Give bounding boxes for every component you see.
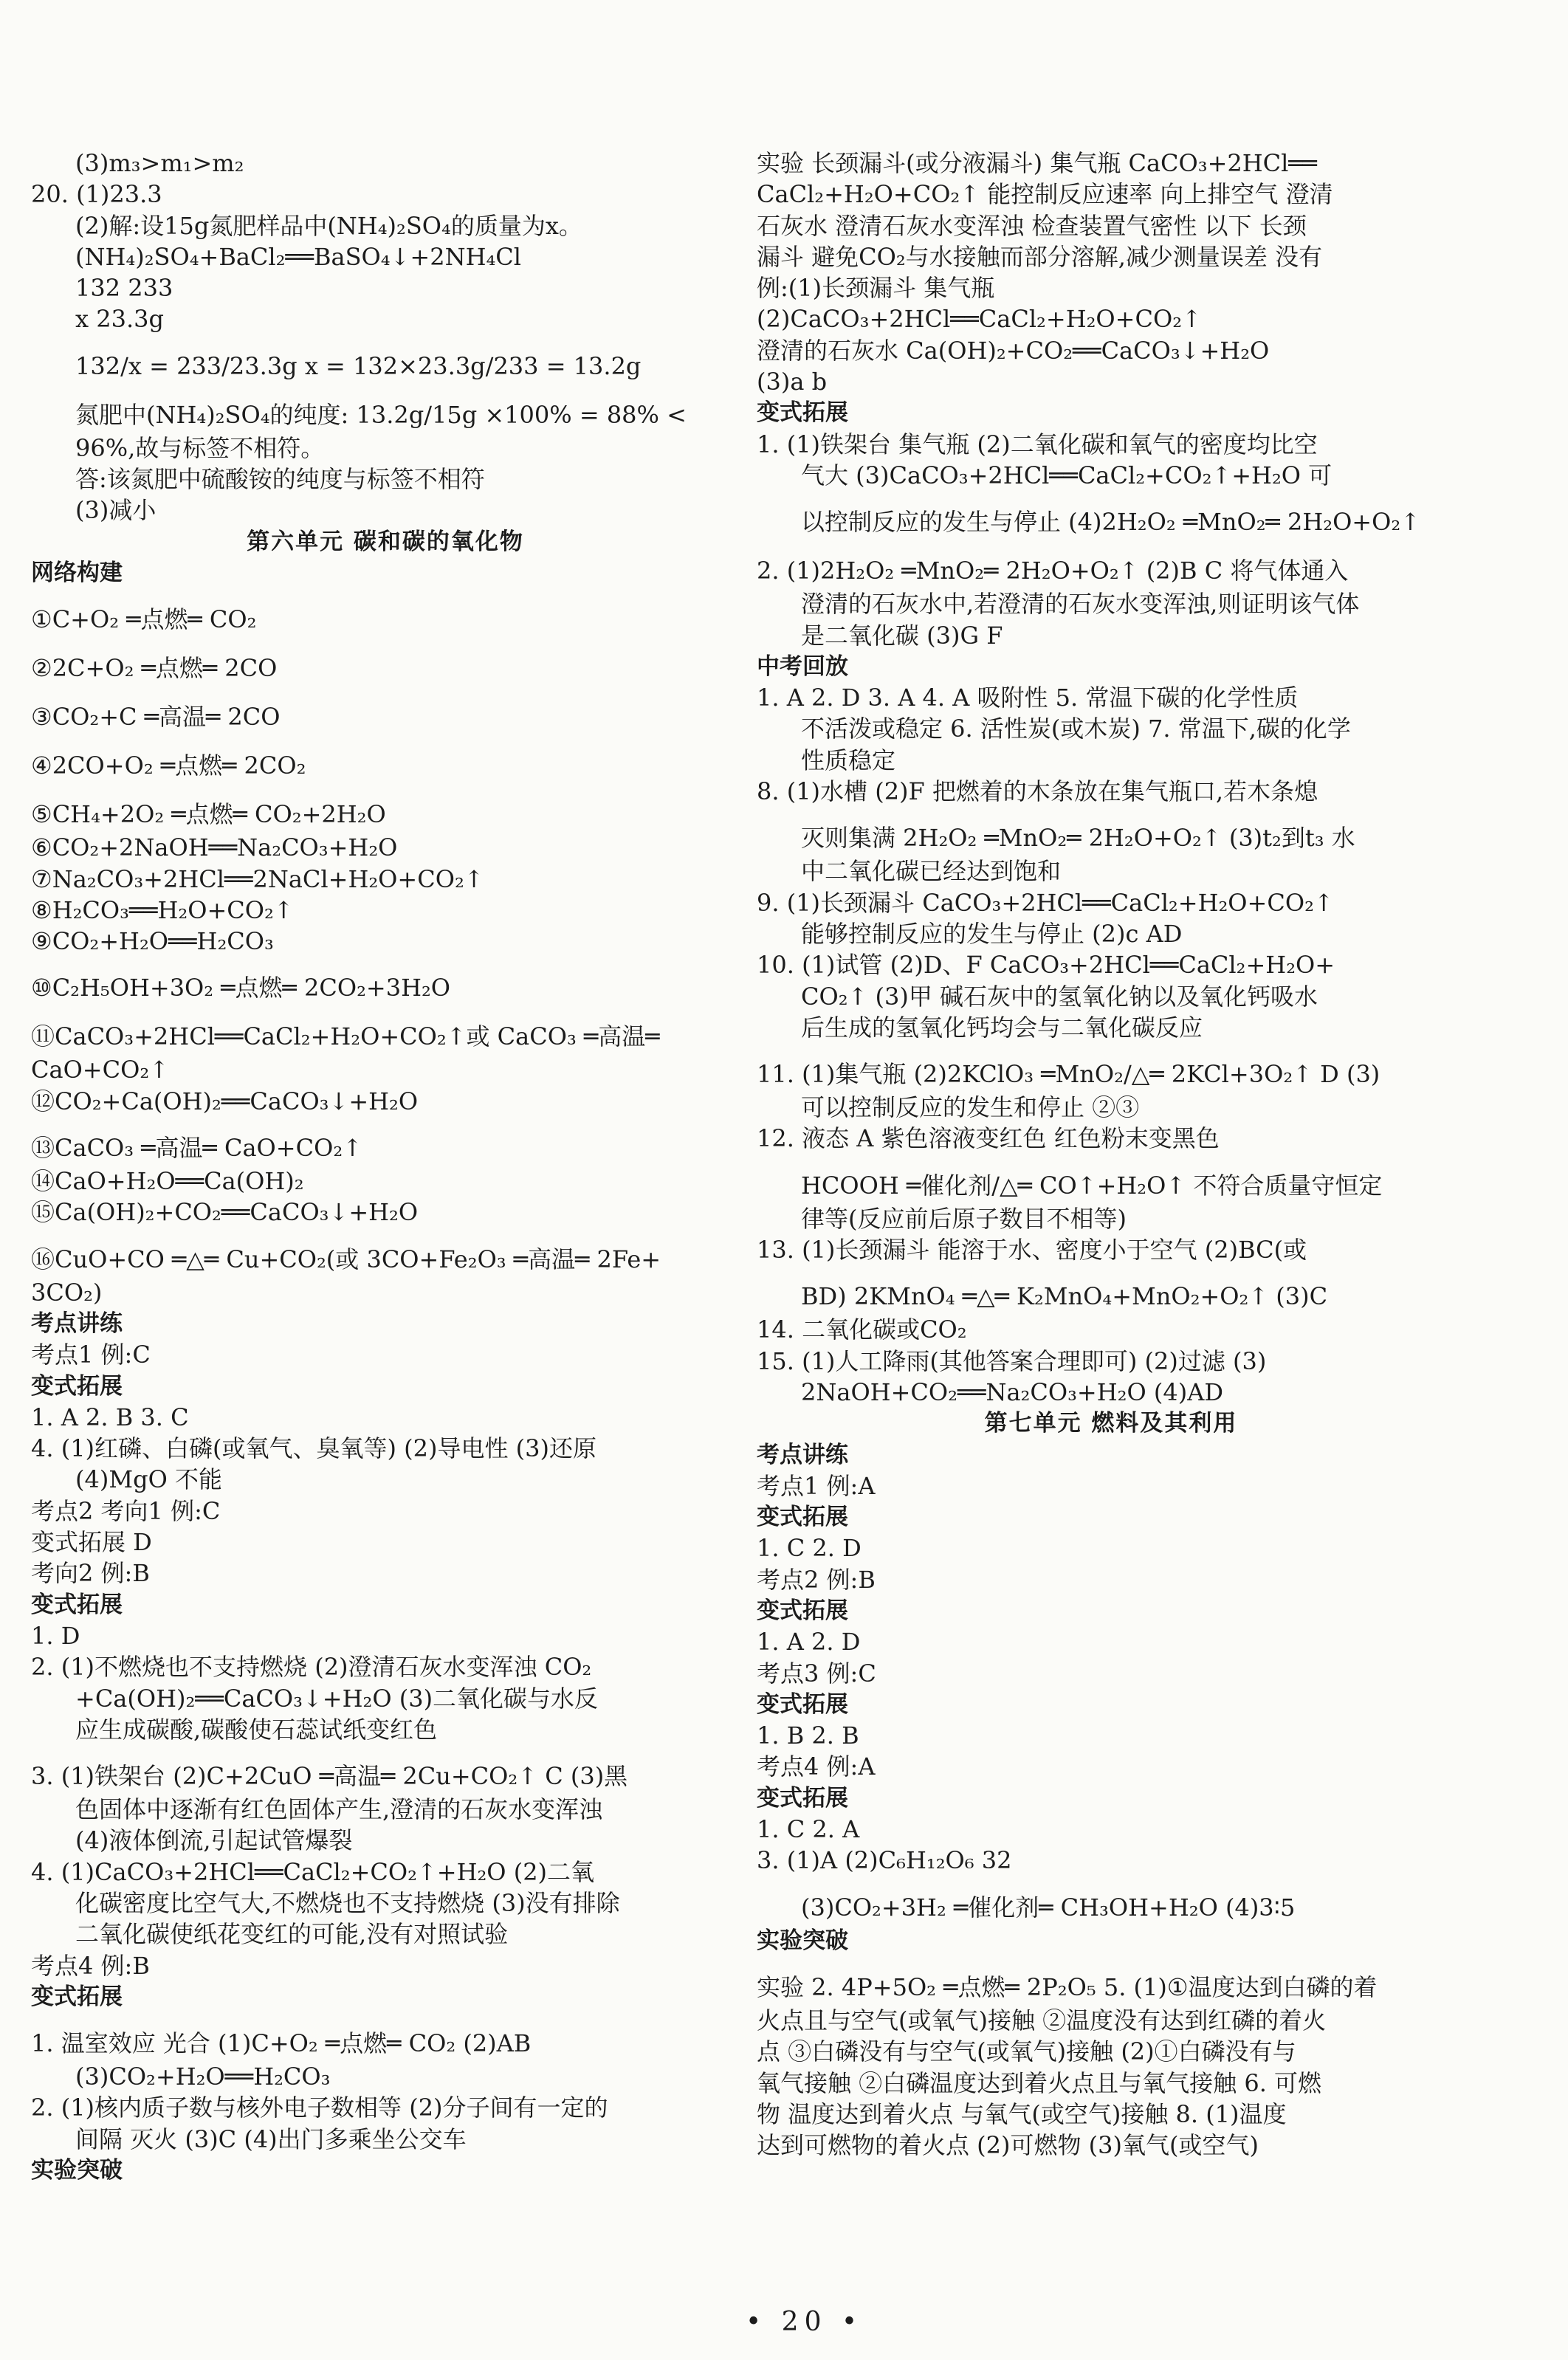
right-line: 变式拓展 <box>757 1504 848 1531</box>
left-line: 第六单元 碳和碳的氧化物 <box>247 528 524 555</box>
left-line: 2. (1)不燃烧也不支持燃烧 (2)澄清石灰水变浑浊 CO₂ <box>31 1653 592 1682</box>
left-line: CaO+CO₂↑ <box>31 1056 169 1084</box>
left-line: 考向2 例:B <box>31 1559 150 1588</box>
left-line: (NH₄)₂SO₄+BaCl₂══BaSO₄↓+2NH₄Cl <box>75 242 522 271</box>
right-line: 点 ③白磷没有与空气(或氧气)接触 (2)①白磷没有与 <box>757 2037 1296 2066</box>
right-line: CaCl₂+H₂O+CO₂↑ 能控制反应速率 向上排空气 澄清 <box>757 180 1333 209</box>
left-line: ⑭CaO+H₂O══Ca(OH)₂ <box>31 1167 304 1196</box>
right-line: 气大 (3)CaCO₃+2HCl══CaCl₂+CO₂↑+H₂O 可 <box>801 461 1333 489</box>
right-line: 澄清的石灰水 Ca(OH)₂+CO₂══CaCO₃↓+H₂O <box>757 336 1270 365</box>
left-line: 变式拓展 D <box>31 1528 152 1557</box>
left-line: 变式拓展 <box>31 1983 123 2010</box>
right-line: 2. (1)2H₂O₂ ═MnO₂═ 2H₂O+O₂↑ (2)B C 将气体通入 <box>757 557 1349 585</box>
left-line: ⑫CO₂+Ca(OH)₂══CaCO₃↓+H₂O <box>31 1087 419 1115</box>
left-line: (4)MgO 不能 <box>75 1465 222 1494</box>
right-line: 第七单元 燃料及其利用 <box>984 1410 1238 1437</box>
right-line: 实验 长颈漏斗(或分液漏斗) 集气瓶 CaCO₃+2HCl══ <box>757 149 1317 177</box>
left-line: (2)解:设15g氮肥样品中(NH₄)₂SO₄的质量为x。 <box>75 211 582 240</box>
right-line: 11. (1)集气瓶 (2)2KClO₃ ═MnO₂/△═ 2KCl+3O₂↑ D (3) <box>757 1060 1380 1089</box>
left-line: 考点2 考向1 例:C <box>31 1496 221 1525</box>
left-line: 20. (1)23.3 <box>31 180 162 209</box>
left-line: 1. D <box>31 1621 80 1650</box>
left-line: 色固体中逐渐有红色固体产生,澄清的石灰水变浑浊 <box>75 1795 603 1824</box>
right-line: 1. (1)铁架台 集气瓶 (2)二氧化碳和氧气的密度均比空 <box>757 430 1318 458</box>
left-line: ⑨CO₂+H₂O══H₂CO₃ <box>31 927 274 956</box>
left-line: ③CO₂+C ═高温═ 2CO <box>31 703 281 732</box>
left-line: 化碳密度比空气大,不燃烧也不支持燃烧 (3)没有排除 <box>75 1888 620 1917</box>
right-line: (2)CaCO₃+2HCl══CaCl₂+H₂O+CO₂↑ <box>757 305 1202 334</box>
right-line: 考点讲练 <box>757 1441 848 1468</box>
left-line: (3)m₃>m₁>m₂ <box>75 149 244 177</box>
left-line: ⑬CaCO₃ ═高温═ CaO+CO₂↑ <box>31 1134 362 1163</box>
right-line: 是二氧化碳 (3)G F <box>801 621 1003 650</box>
right-line: (3)a b <box>757 368 828 396</box>
left-line: 考点4 例:B <box>31 1951 150 1980</box>
right-line: 例:(1)长颈漏斗 集气瓶 <box>757 274 995 303</box>
left-line: (3)CO₂+H₂O══H₂CO₃ <box>75 2063 331 2091</box>
left-line: 1. A 2. B 3. C <box>31 1403 189 1431</box>
right-line: 1. A 2. D <box>757 1628 861 1657</box>
right-line: 考点1 例:A <box>757 1471 876 1500</box>
right-column <box>757 148 1465 2161</box>
right-line: 实验突破 <box>757 1927 848 1954</box>
left-line: 变式拓展 <box>31 1372 123 1400</box>
left-line: (4)液体倒流,引起试管爆裂 <box>75 1826 353 1855</box>
right-line: CO₂↑ (3)甲 碱石灰中的氢氧化钠以及氧化钙吸水 <box>801 982 1318 1011</box>
right-line: 变式拓展 <box>757 399 848 427</box>
left-line: ⑤CH₄+2O₂ ═点燃═ CO₂+2H₂O <box>31 800 386 829</box>
right-line: 中二氧化碳已经达到饱和 <box>801 857 1062 886</box>
left-line: ①C+O₂ ═点燃═ CO₂ <box>31 605 257 634</box>
right-line: BD) 2KMnO₄ ═△═ K₂MnO₄+MnO₂+O₂↑ (3)C <box>801 1282 1328 1311</box>
right-line: 后生成的氢氧化钙均会与二氧化碳反应 <box>801 1013 1203 1042</box>
right-line: 律等(反应前后原子数目不相等) <box>801 1204 1127 1233</box>
left-line: ⑦Na₂CO₃+2HCl══2NaCl+H₂O+CO₂↑ <box>31 864 484 893</box>
right-line: 考点2 例:B <box>757 1565 876 1594</box>
right-line: 变式拓展 <box>757 1690 848 1718</box>
right-line: 1. C 2. D <box>757 1534 862 1563</box>
left-line: ⑯CuO+CO ═△═ Cu+CO₂(或 3CO+Fe₂O₃ ═高温═ 2Fe+ <box>31 1245 661 1273</box>
right-line: 3. (1)A (2)C₆H₁₂O₆ 32 <box>757 1846 1012 1875</box>
left-line: 132/x = 233/23.3g x = 132×23.3g/233 = 13.2g <box>75 351 642 380</box>
right-line: 漏斗 避免CO₂与水接触而部分溶解,减少测量误差 没有 <box>757 242 1323 271</box>
right-line: 氧气接触 ②白磷温度达到着火点且与氧气接触 6. 可燃 <box>757 2068 1322 2097</box>
right-line: 性质稳定 <box>801 746 896 774</box>
right-line: 10. (1)试管 (2)D、F CaCO₃+2HCl══CaCl₂+H₂O+ <box>757 951 1335 980</box>
left-line: 3. (1)铁架台 (2)C+2CuO ═高温═ 2Cu+CO₂↑ C (3)黑 <box>31 1762 628 1791</box>
right-line: 澄清的石灰水中,若澄清的石灰水变浑浊,则证明该气体 <box>801 590 1360 619</box>
right-line: 12. 液态 A 紫色溶液变红色 红色粉末变黑色 <box>757 1124 1220 1153</box>
right-line: 考点4 例:A <box>757 1752 876 1781</box>
right-line: 1. A 2. D 3. A 4. A 吸附性 5. 常温下碳的化学性质 <box>757 684 1299 712</box>
left-line: ②2C+O₂ ═点燃═ 2CO <box>31 654 278 683</box>
right-line: 火点且与空气(或氧气)接触 ②温度没有达到红磷的着火 <box>757 2006 1327 2034</box>
right-line: (3)CO₂+3H₂ ═催化剂═ CH₃OH+H₂O (4)3∶5 <box>801 1893 1296 1922</box>
right-line: 1. C 2. A <box>757 1815 860 1844</box>
left-line: ⑥CO₂+2NaOH══Na₂CO₃+H₂O <box>31 833 398 862</box>
right-line: 以控制反应的发生与停止 (4)2H₂O₂ ═MnO₂═ 2H₂O+O₂↑ <box>801 508 1420 537</box>
right-line: 能够控制反应的发生与停止 (2)c AD <box>801 919 1183 948</box>
left-line: 132 233 <box>75 274 173 303</box>
left-line: 3CO₂) <box>31 1278 103 1307</box>
left-line: (3)减小 <box>75 496 157 525</box>
left-line: ④2CO+O₂ ═点燃═ 2CO₂ <box>31 751 306 780</box>
left-line: 应生成碳酸,碳酸使石蕊试纸变红色 <box>75 1715 438 1744</box>
right-line: 13. (1)长颈漏斗 能溶于水、密度小于空气 (2)BC(或 <box>757 1236 1307 1265</box>
right-line: 考点3 例:C <box>757 1659 876 1688</box>
right-line: 实验 2. 4P+5O₂ ═点燃═ 2P₂O₅ 5. (1)①温度达到白磷的着 <box>757 1972 1378 2001</box>
right-line: 灭则集满 2H₂O₂ ═MnO₂═ 2H₂O+O₂↑ (3)t₂到t₃ 水 <box>801 824 1355 853</box>
left-line: 变式拓展 <box>31 1591 123 1618</box>
right-line: 达到可燃物的着火点 (2)可燃物 (3)氧气(或空气) <box>757 2131 1259 2160</box>
left-line: 答:该氮肥中硫酸铵的纯度与标签不相符 <box>75 465 485 494</box>
left-line: 间隔 灭火 (3)C (4)出门多乘坐公交车 <box>75 2125 467 2153</box>
right-line: 石灰水 澄清石灰水变浑浊 检查装置气密性 以下 长颈 <box>757 211 1307 240</box>
right-line: HCOOH ═催化剂/△═ CO↑+H₂O↑ 不符合质量守恒定 <box>801 1171 1383 1200</box>
right-line: 8. (1)水槽 (2)F 把燃着的木条放在集气瓶口,若木条熄 <box>757 777 1318 806</box>
left-line: ⑧H₂CO₃══H₂O+CO₂↑ <box>31 895 294 924</box>
right-line: 物 温度达到着火点 与氧气(或空气)接触 8. (1)温度 <box>757 2099 1287 2128</box>
right-line: 14. 二氧化碳或CO₂ <box>757 1315 967 1344</box>
left-line: 96%,故与标签不相符。 <box>75 433 325 462</box>
left-line: 二氧化碳使纸花变红的可能,没有对照试验 <box>75 1920 509 1949</box>
right-line: 15. (1)人工降雨(其他答案合理即可) (2)过滤 (3) <box>757 1346 1267 1375</box>
right-line: 变式拓展 <box>757 1597 848 1624</box>
right-line: 1. B 2. B <box>757 1721 859 1750</box>
left-line: 实验突破 <box>31 2157 123 2184</box>
left-line: 氮肥中(NH₄)₂SO₄的纯度: 13.2g/15g ×100% = 88% < <box>75 400 687 429</box>
left-line: x 23.3g <box>75 305 164 334</box>
right-line: 中考回放 <box>757 653 848 680</box>
left-column <box>31 148 740 2186</box>
left-line: 1. 温室效应 光合 (1)C+O₂ ═点燃═ CO₂ (2)AB <box>31 2029 532 2058</box>
right-line: 2NaOH+CO₂══Na₂CO₃+H₂O (4)AD <box>801 1377 1223 1406</box>
left-line: +Ca(OH)₂══CaCO₃↓+H₂O (3)二氧化碳与水反 <box>75 1684 599 1713</box>
right-line: 可以控制反应的发生和停止 ②③ <box>801 1093 1140 1122</box>
right-line: 不活泼或稳定 6. 活性炭(或木炭) 7. 常温下,碳的化学 <box>801 715 1351 743</box>
left-line: 网络构建 <box>31 559 123 586</box>
page-number: • 20 • <box>746 2307 864 2337</box>
left-line: 4. (1)CaCO₃+2HCl══CaCl₂+CO₂↑+H₂O (2)二氧 <box>31 1857 595 1886</box>
right-line: 9. (1)长颈漏斗 CaCO₃+2HCl══CaCl₂+H₂O+CO₂↑ <box>757 888 1334 917</box>
left-line: ⑮Ca(OH)₂+CO₂══CaCO₃↓+H₂O <box>31 1198 419 1227</box>
left-line: 4. (1)红磷、白磷(或氧气、臭氧等) (2)导电性 (3)还原 <box>31 1434 597 1463</box>
left-line: 2. (1)核内质子数与核外电子数相等 (2)分子间有一定的 <box>31 2094 608 2122</box>
left-line: ⑩C₂H₅OH+3O₂ ═点燃═ 2CO₂+3H₂O <box>31 974 451 1002</box>
right-line: 变式拓展 <box>757 1784 848 1812</box>
left-line: 考点1 例:C <box>31 1341 151 1369</box>
left-line: 考点讲练 <box>31 1310 123 1337</box>
left-line: ⑪CaCO₃+2HCl══CaCl₂+H₂O+CO₂↑或 CaCO₃ ═高温═ <box>31 1022 660 1051</box>
